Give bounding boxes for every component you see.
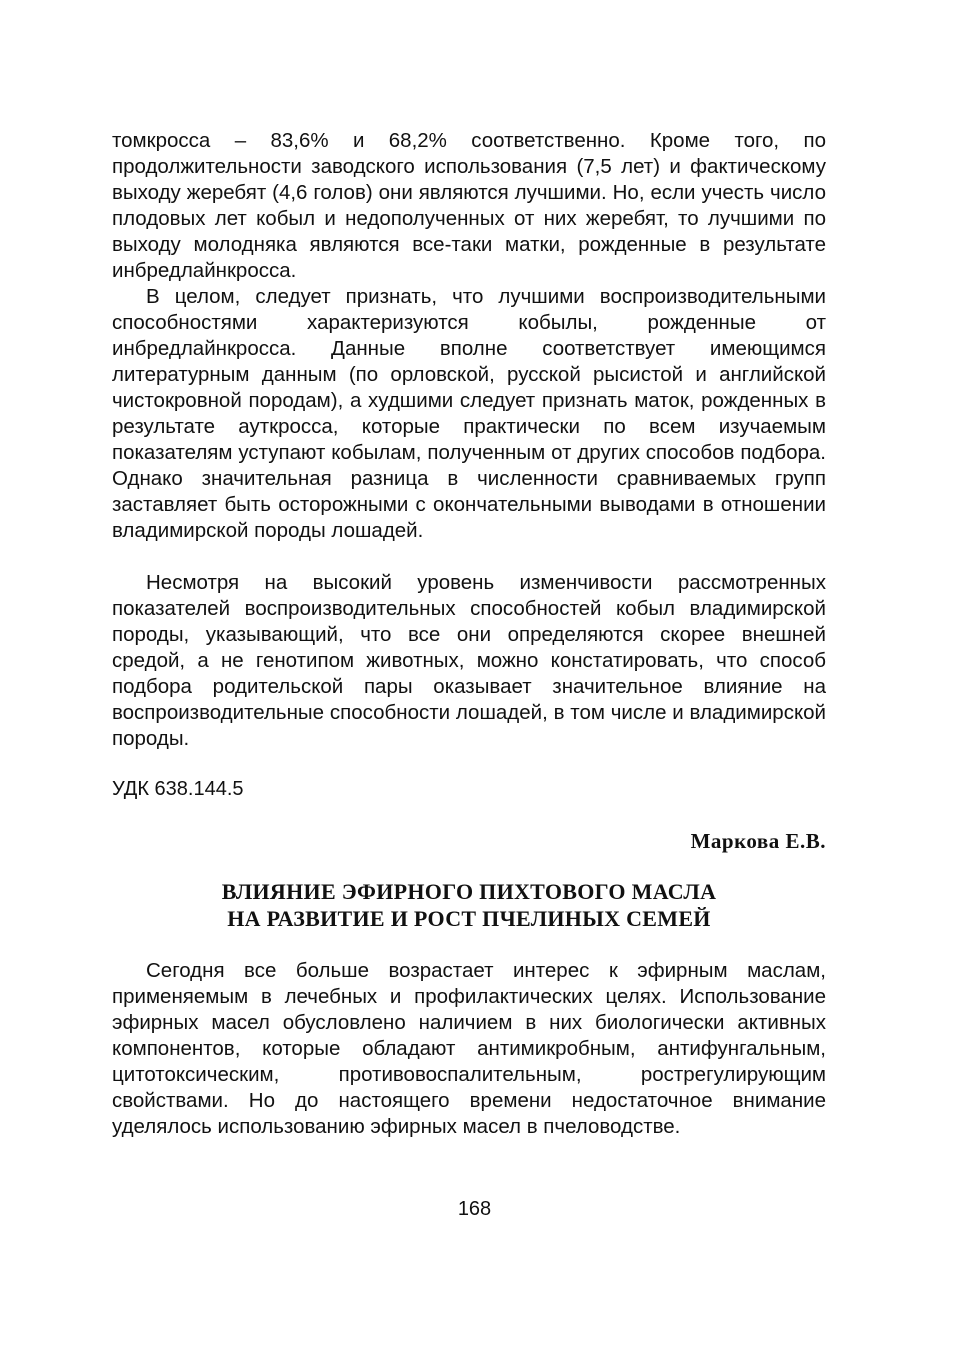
article-title-line-2: НА РАЗВИТИЕ И РОСТ ПЧЕЛИНЫХ СЕМЕЙ bbox=[227, 906, 711, 931]
paragraph-text: Несмотря на высокий уровень изменчивости рассмотренных показателей воспроизводительных способностей кобыл владимирской породы, указывающий, что все они определяются скорее внешней средой, а не генотипом животных, можно констатировать, что способ подбора родительской пары оказывает значительное влияние на воспроизводительные способности лошадей, в том числе и владимирской породы. bbox=[112, 571, 826, 750]
paragraph-summary bbox=[112, 570, 826, 752]
paragraph-text: Сегодня все больше возрастает интерес к эфирным маслам, применяемым в лечебных и профилактических целях. Использование эфирных масел обусловлено наличием в них биологически активных компонентов, которые обладают антимикробным, антифунгальным, цитотоксическим, противовоспалительным, рострегулирующим свойствами. Но до настоящего времени недостаточное внимание уделялось использованию эфирных масел в пчеловодстве. bbox=[112, 959, 826, 1138]
page-number: 168 bbox=[457, 1198, 492, 1220]
article-title bbox=[112, 878, 826, 932]
article-author: Маркова Е.В. bbox=[690, 829, 826, 853]
paragraph-introduction bbox=[112, 958, 826, 1140]
paragraph-continuation bbox=[112, 128, 826, 284]
paragraph-text: В целом, следует признать, что лучшими воспроизводительными способностями характеризуются кобылы, рожденные от инбредлайнкросса. Данные вполне соответствует имеющимся литературным данным (по орловской, русской рысистой и английской чистокровной породам), а худшими следует признать маток, рожденных в результате ауткросса, которые практически по всем изучаемым показателям уступают кобылам, полученным от других способов подбора. Однако значительная разница в численности сравниваемых групп заставляет быть осторожными с окончательными выводами в отношении владимирской породы лошадей. bbox=[112, 285, 826, 542]
article-title-line-1: ВЛИЯНИЕ ЭФИРНОГО ПИХТОВОГО МАСЛА bbox=[221, 879, 717, 904]
udc-code: УДК 638.144.5 bbox=[112, 778, 244, 800]
paragraph-conclusion bbox=[112, 284, 826, 544]
paragraph-text: томкросса – 83,6% и 68,2% соответственно. Кроме того, по продолжительности заводского использования (7,5 лет) и фактическому выходу жеребят (4,6 голов) они являются лучшими. Но, если учесть число плодовых лет кобыл и недополученных от них жеребят, то лучшими по выходу молодняка являются все-таки матки, рожденные в результате инбредлайнкросса. bbox=[112, 129, 826, 282]
